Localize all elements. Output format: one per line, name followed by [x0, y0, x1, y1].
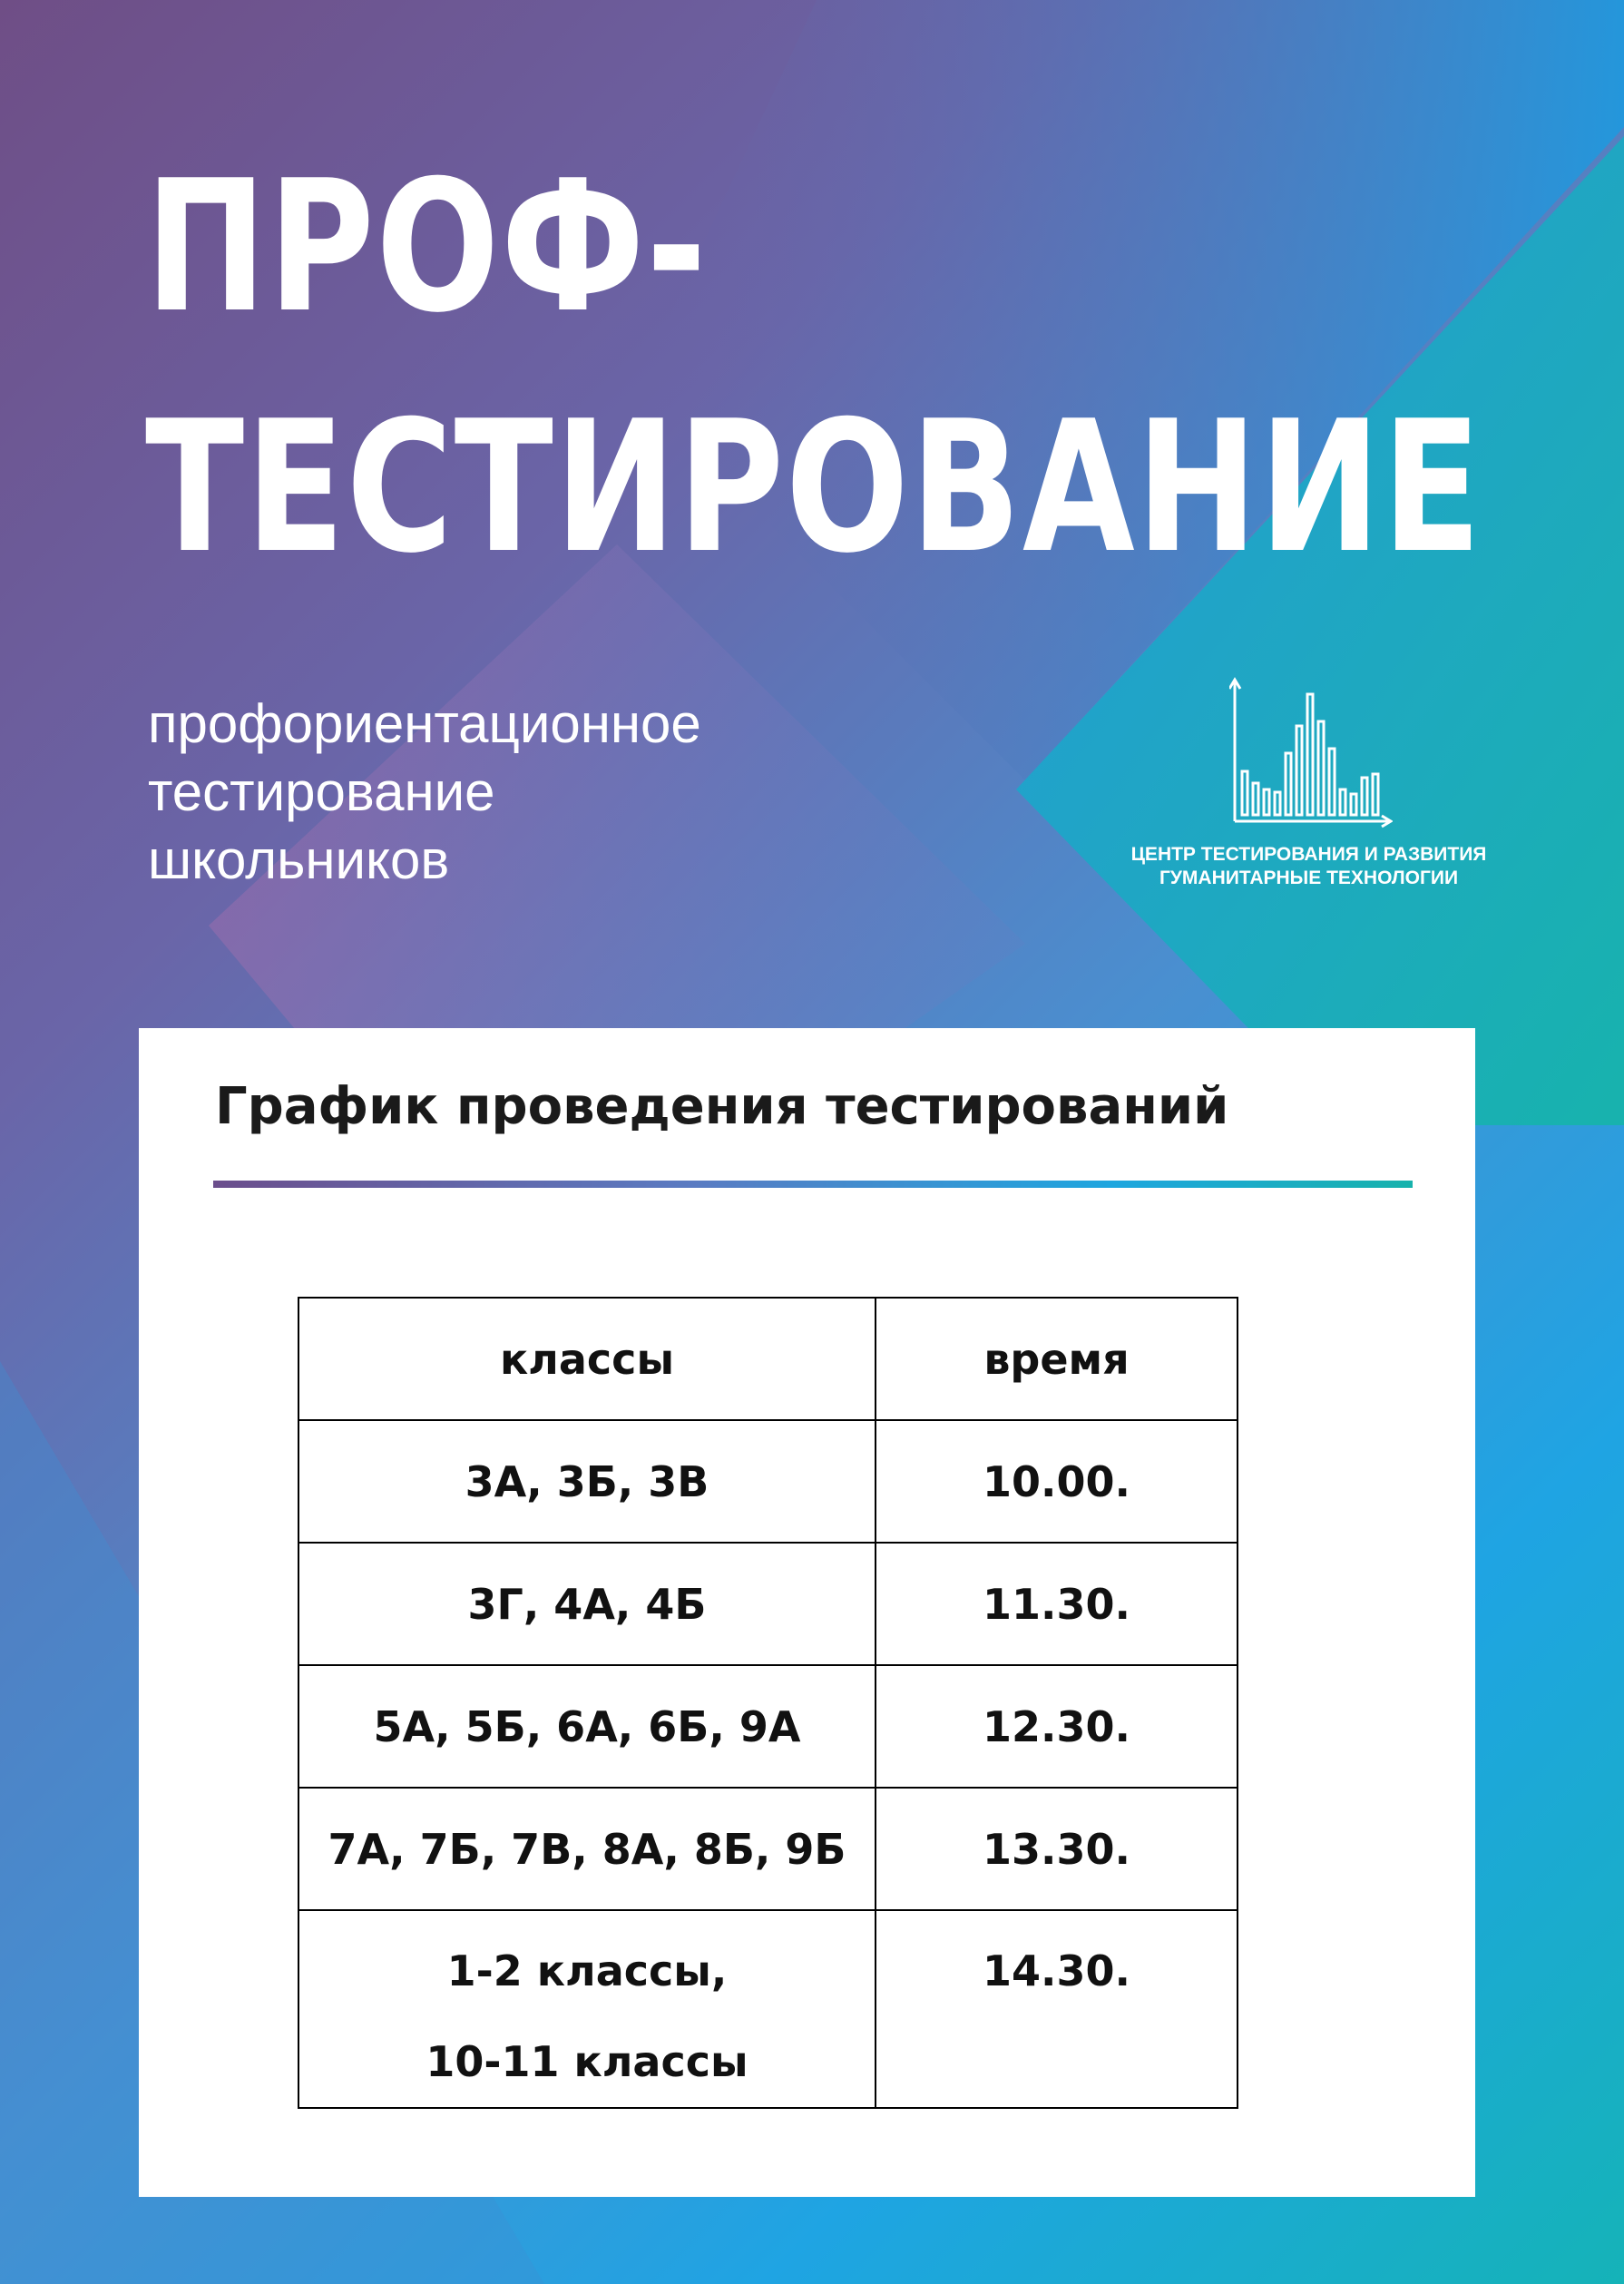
subtitle-line-2: тестирование [148, 761, 495, 822]
cell-classes: 7А, 7Б, 7В, 8А, 8Б, 9Б [298, 1788, 876, 1910]
cell-classes: 3Г, 4А, 4Б [298, 1543, 876, 1665]
cell-time: 11.30. [876, 1543, 1238, 1665]
cell-time: 10.00. [876, 1420, 1238, 1543]
logo-text [1130, 843, 1488, 890]
header-time: время [876, 1298, 1238, 1420]
cell-time: 12.30. [876, 1665, 1238, 1788]
poster-title [145, 127, 1482, 608]
title-divider [213, 1181, 1413, 1188]
table-row [298, 1788, 1238, 1910]
cell-time: 14.30. [876, 1910, 1238, 2108]
table-row [298, 1665, 1238, 1788]
cell-classes: 5А, 5Б, 6А, 6Б, 9А [298, 1665, 876, 1788]
table-row [298, 1420, 1238, 1543]
header-classes: классы [298, 1298, 876, 1420]
cell-classes: 3А, 3Б, 3В [298, 1420, 876, 1543]
schedule-table [298, 1297, 1238, 2109]
table-row [298, 1543, 1238, 1665]
cell-time: 13.30. [876, 1788, 1238, 1910]
title-line-1: ПРОФ- [145, 142, 709, 353]
table-row [298, 1910, 1238, 2108]
logo-text-line-1: ЦЕНТР ТЕСТИРОВАНИЯ И РАЗВИТИЯ [1130, 844, 1487, 865]
subtitle-line-1: профориентационное [148, 693, 701, 754]
poster-subtitle [148, 690, 701, 894]
cell-classes-line-1: 1-2 классы, [446, 1946, 728, 1995]
schedule-card [139, 1028, 1475, 2197]
schedule-title: График проведения тестирований [215, 1077, 1229, 1136]
table-header-row [298, 1298, 1238, 1420]
logo-text-line-2: ГУМАНИТАРНЫЕ ТЕХНОЛОГИИ [1159, 868, 1459, 888]
cell-classes-line-2: 10-11 классы [426, 2037, 748, 2086]
title-line-2: ТЕСТИРОВАНИЕ [145, 382, 1483, 593]
bar-chart-icon [1229, 676, 1393, 830]
cell-classes [298, 1910, 876, 2108]
organization-logo [1130, 676, 1488, 890]
subtitle-line-3: школьников [148, 829, 450, 890]
